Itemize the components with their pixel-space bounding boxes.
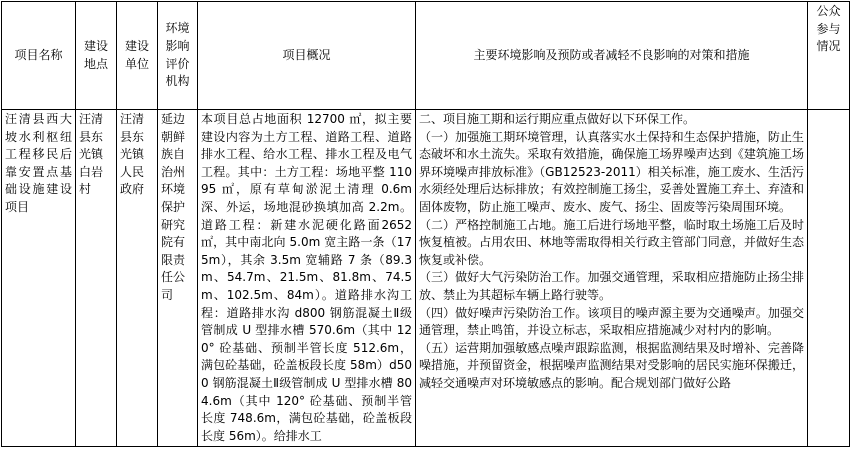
cell-eia-org: 延边朝鲜族自治州环境保护研究院有限责任公司 <box>158 110 198 447</box>
cell-impacts <box>416 110 808 447</box>
eia-table <box>1 1 850 447</box>
header-unit: 建设单位 <box>117 2 158 110</box>
cell-unit: 汪清县东光镇人民政府 <box>117 110 158 447</box>
cell-overview: 本项目总占地面积 12700 ㎡，拟主要建设内容为土方工程、道路工程、道路排水工程、给水工程、排水工程及电气工程。其中：土方工程：场地平整 11095 ㎡，原有草甸淤泥土清理 0.6m 深、外运，场地混砂换填加高 2.2m。道路工程：新建水泥硬化路面2652 ㎡，其中南北向 5.0m 宽主路一条（175m），其余 3.5m 宽辅路 7 条（89.3m、54.7m、21.5m、81.8m、74.5m、102.5m、84m）。道路排水沟工程：道路排水沟 d800 钢筋混凝土Ⅱ级管制成 U 型排水槽 570.6m（其中 120° 砼基础、预制半管长度 512.6m，满包砼基础，砼盖板段长度 58m）d500 钢筋混凝土Ⅱ级管制成 U 型排水槽 804.6m（其中 120° 砼基础、预制半管长度 748.6m，满包砼基础，砼盖板段长度 56m）。给排水工 <box>198 110 416 447</box>
impact-paragraph: 二、项目施工期和运行期应重点做好以下环保工作。 <box>419 112 696 126</box>
impact-paragraph: （三）做好大气污染防治工作。加强交通管理，采取相应措施防止扬尘排放、禁止为其超标车辆上路行驶等。 <box>419 270 804 302</box>
impact-paragraph: （五）运营期加强敏感点噪声跟踪监测，根据监测结果及时增补、完善降噪措施，并预留资金，根据噪声监测结果对受影响的居民实施环保搬迁，减轻交通噪声对环境敏感点的影响。配合规划部门做好公路 <box>419 340 804 390</box>
header-eia-org: 环境影响评价机构 <box>158 2 198 110</box>
cell-location: 汪清县东光镇白岩村 <box>76 110 117 447</box>
header-location: 建设地点 <box>76 2 117 110</box>
cell-public <box>808 110 850 447</box>
header-row <box>2 2 850 110</box>
header-impacts: 主要环境影响及预防或者减轻不良影响的对策和措施 <box>416 2 808 110</box>
header-project-name: 项目名称 <box>2 2 76 110</box>
header-overview: 项目概况 <box>198 2 416 110</box>
cell-project-name: 汪清县西大坡水利枢纽工程移民后靠安置点基础设施建设项目 <box>2 110 76 447</box>
impact-paragraph: （一）加强施工期环境管理，认真落实水土保持和生态保护措施，防止生态破坏和水土流失。采取有效措施，确保施工场界噪声达到《建筑施工场界环境噪声排放标准》（GB12523-2011）相关标准，施工废水、生活污水须经处理后达标排放；有效控制施工扬尘，妥善处置施工弃土、弃渣和固体废物，防止施工噪声、废水、废气、扬尘、固废等污染周围环境。 <box>419 129 804 214</box>
header-public: 公众参与情况 <box>808 2 850 110</box>
impact-paragraph: （二）严格控制施工占地。施工后进行场地平整，临时取土场施工后及时恢复植被。占用农田、林地等需取得相关行政主管部门同意，并做好生态恢复或补偿。 <box>419 217 804 267</box>
table-row <box>2 110 850 447</box>
impact-paragraph: （四）做好噪声污染防治工作。该项目的噪声源主要为交通噪声。加强交通管理，禁止鸣笛，并设立标志，采取相应措施减少对村内的影响。 <box>419 305 804 338</box>
